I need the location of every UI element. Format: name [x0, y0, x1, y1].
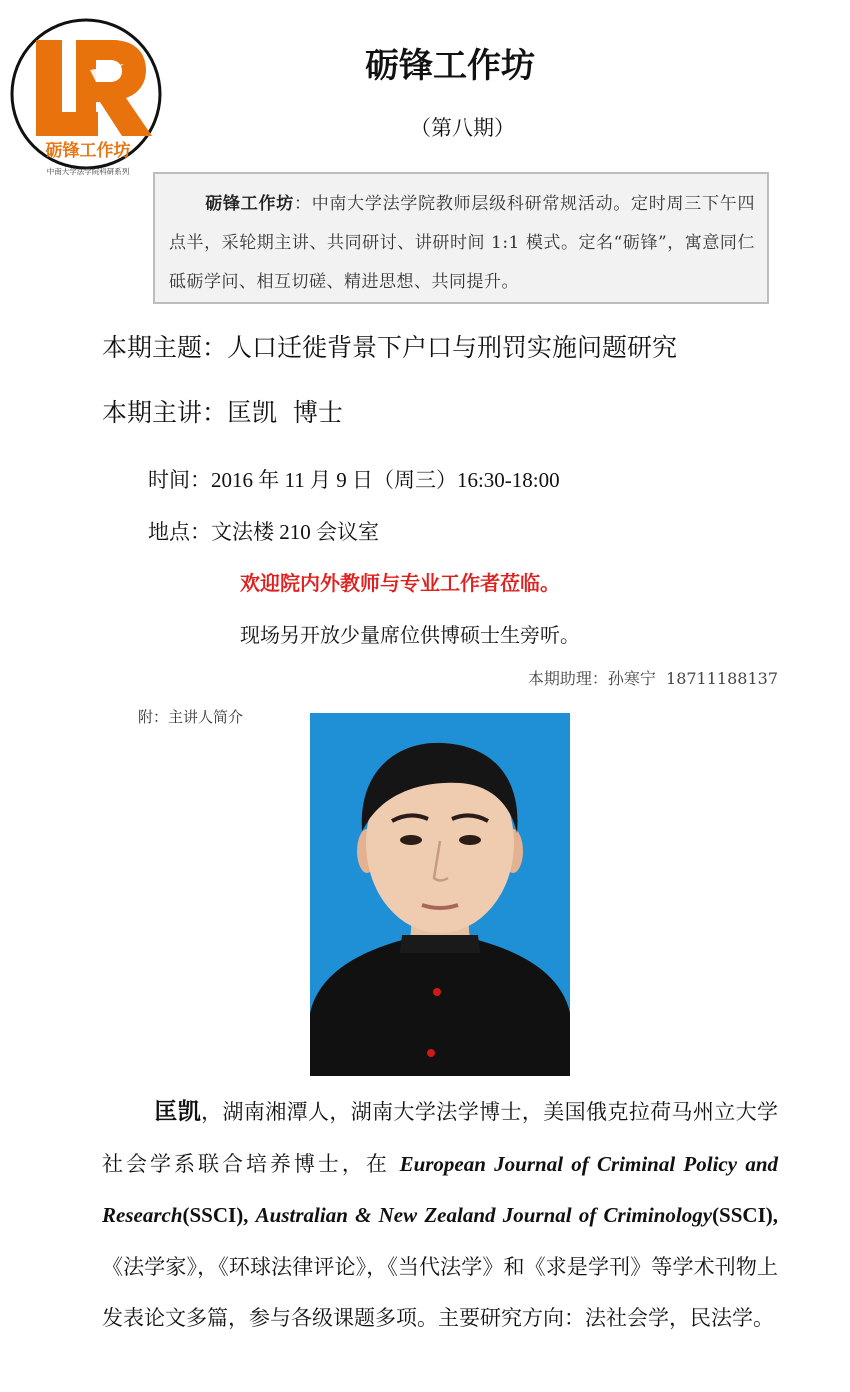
- place-label: 地点：: [148, 520, 211, 544]
- place-value: 文法楼 210 会议室: [211, 520, 379, 544]
- appendix-label: 附：主讲人简介: [138, 708, 244, 726]
- session-time: [148, 464, 560, 494]
- page-title: 砺锋工作坊: [365, 46, 535, 86]
- intro-label: 砺锋工作坊: [205, 194, 294, 214]
- audit-note: 现场另开放少量席位供博硕士生旁听。: [240, 623, 580, 647]
- speaker-value: 匡凯 博士: [227, 398, 343, 427]
- bio-journal-2: Australian & New Zealand Journal of Criminology: [255, 1203, 713, 1227]
- speaker-label: 本期主讲：: [102, 398, 228, 427]
- time-label: 时间：: [148, 468, 211, 492]
- session-speaker: [102, 393, 343, 429]
- bio-journal-1: European Journal of Criminal Policy and Research: [102, 1151, 778, 1227]
- bio-ssci-2: (SSCI),: [712, 1203, 778, 1227]
- bio-name: 匡凯: [154, 1099, 202, 1125]
- intro-text: ：中南大学法学院教师层级科研常规活动。定时周三下午四点半，采轮期主讲、共同研讨、讲研时间 1:1 模式。定名“砺锋”，寓意同仁砥砺学问、相互切磋、精进思想、共同提升。: [169, 194, 756, 292]
- time-value: 2016 年 11 月 9 日（周三）16:30-18:00: [211, 468, 560, 492]
- topic-value: 人口迁徙背景下户口与刑罚实施问题研究: [227, 333, 678, 362]
- session-place: [148, 516, 379, 546]
- bio-part1: ，湖南湘潭人，湖南大学法学博士，美国俄克拉荷马州立大学社会学系联合培养博士，在: [102, 1100, 779, 1176]
- speaker-photo: [310, 713, 570, 1076]
- intro-box: [153, 172, 769, 304]
- assistant-contact: 本期助理：孙寒宁 18711188137: [527, 669, 778, 688]
- logo-caption: 砺锋工作坊: [45, 141, 131, 161]
- logo-subcaption: 中南大学法学院科研系列: [46, 167, 130, 176]
- bio-ssci-1: (SSCI),: [182, 1203, 256, 1227]
- welcome-note: 欢迎院内外教师与专业工作者莅临。: [240, 571, 560, 595]
- speaker-bio: [102, 1087, 778, 1345]
- issue-number: （第八期）: [410, 116, 515, 140]
- bio-part2: 《法学家》，《环球法律评论》，《当代法学》和《求是学刊》等学术刊物上发表论文多篇，参与各级课题多项。主要研究方向：法社会学，民法学。: [102, 1254, 778, 1330]
- session-topic: [102, 328, 677, 364]
- topic-label: 本期主题：: [102, 333, 228, 362]
